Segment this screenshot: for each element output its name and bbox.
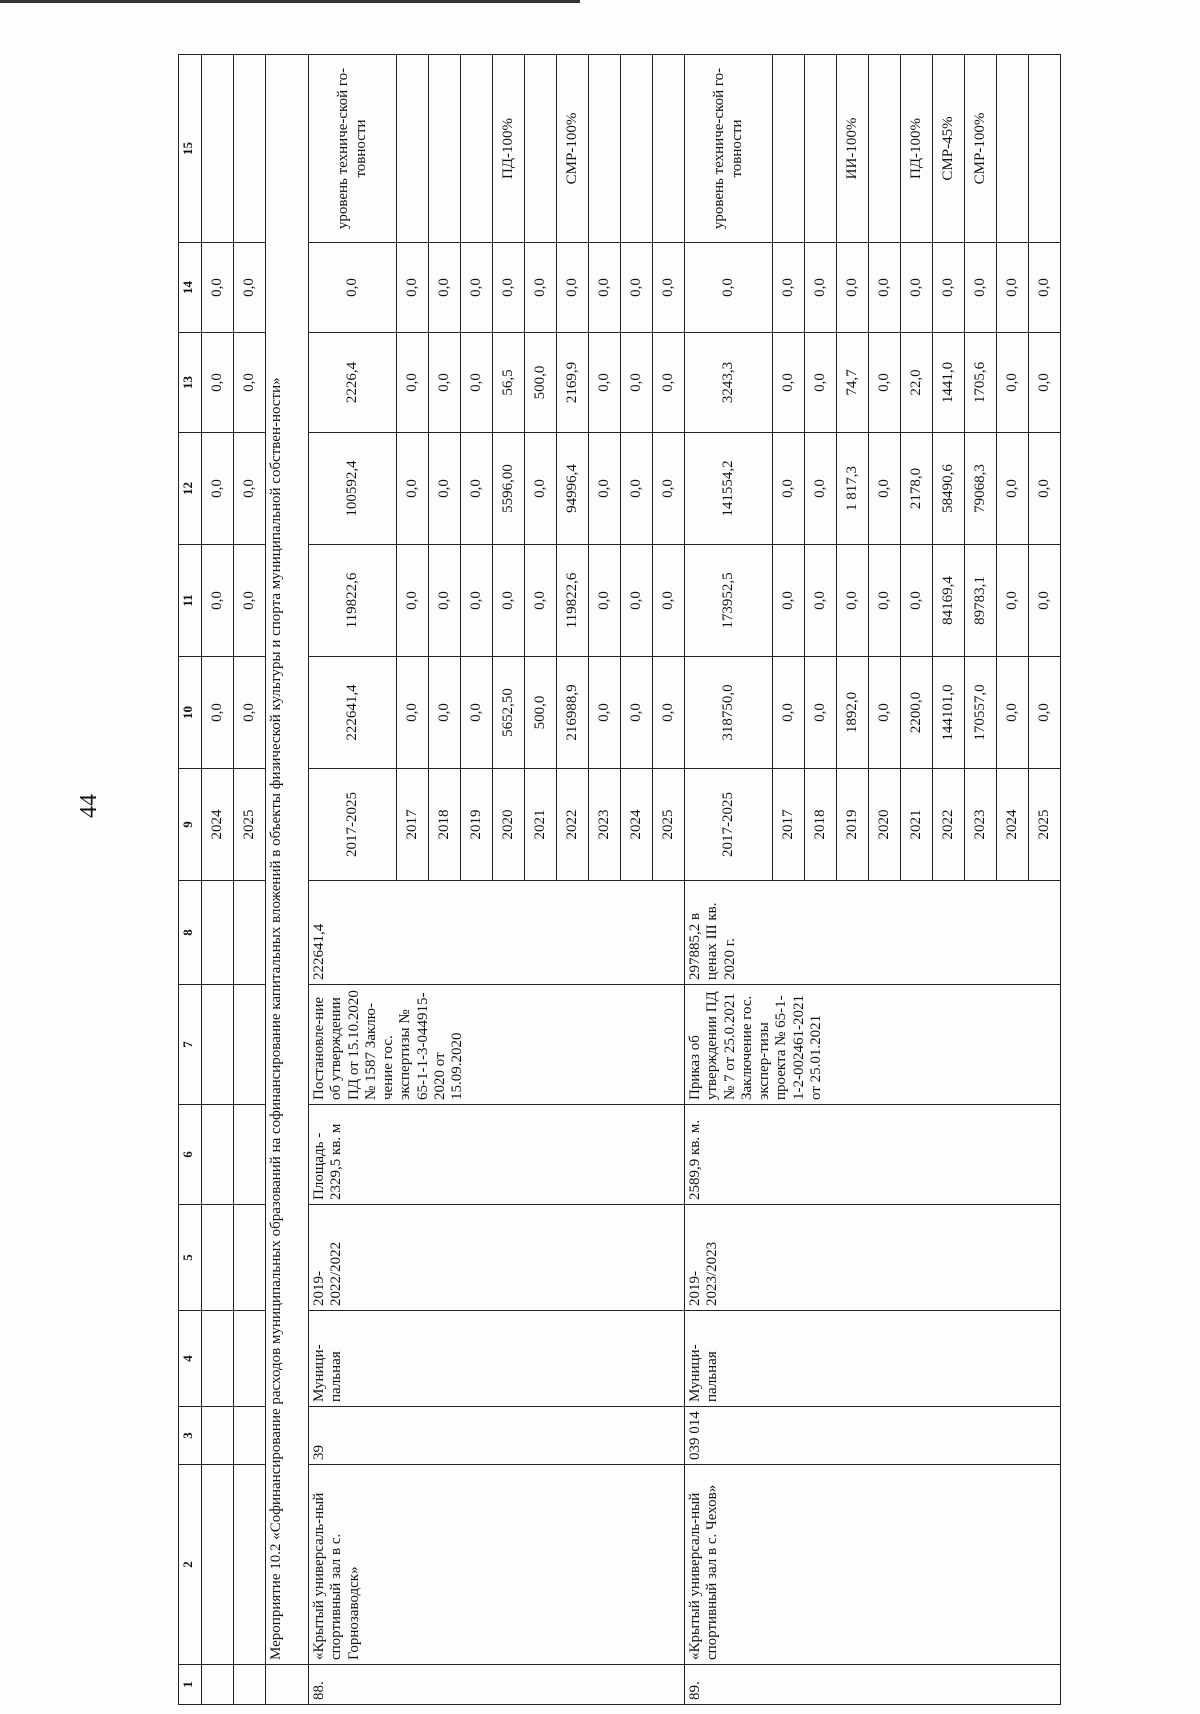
value-cell: 119822,6 (557, 545, 589, 657)
empty-cell (234, 1205, 266, 1311)
value-cell: 5596,00 (493, 433, 525, 545)
value-cell: 0,0 (309, 243, 397, 333)
value-cell: 0,0 (525, 545, 557, 657)
readiness-cell (805, 55, 837, 243)
empty-cell (234, 881, 266, 985)
value-cell: 56,5 (493, 333, 525, 433)
year-cell: 2024 (997, 769, 1029, 881)
readiness-cell (1029, 55, 1061, 243)
value-cell: 0,0 (653, 545, 685, 657)
readiness-cell (397, 55, 429, 243)
readiness-cell: СМР-100% (965, 55, 997, 243)
column-number-header: 6 (179, 1105, 202, 1205)
value-cell: 0,0 (397, 545, 429, 657)
value-cell: 0,0 (997, 243, 1029, 333)
year-cell: 2024 (621, 769, 653, 881)
table-row (309, 55, 397, 1705)
value-cell: 0,0 (997, 333, 1029, 433)
value-cell: 0,0 (869, 657, 901, 769)
value-cell: 94996,4 (557, 433, 589, 545)
capacity-cell: Площадь - 2329,5 кв. м (309, 1105, 685, 1205)
readiness-cell: ПД-100% (901, 55, 933, 243)
value-cell: 0,0 (933, 243, 965, 333)
value-cell: 0,0 (997, 545, 1029, 657)
value-cell: 216988,9 (557, 657, 589, 769)
value-cell: 0,0 (429, 545, 461, 657)
empty-cell (202, 1407, 234, 1465)
value-cell: 173952,5 (685, 545, 773, 657)
value-cell: 0,0 (461, 333, 493, 433)
capital-investment-table (178, 54, 1061, 1705)
value-cell: 0,0 (773, 657, 805, 769)
value-cell: 0,0 (621, 243, 653, 333)
table-row (685, 55, 773, 1705)
value-cell: 0,0 (1029, 433, 1061, 545)
period-cell: 2019-2022/2022 (309, 1205, 685, 1311)
value-cell: 141554,2 (685, 433, 773, 545)
year-cell: 2017 (397, 769, 429, 881)
value-cell: 0,0 (461, 657, 493, 769)
value-cell: 0,0 (869, 433, 901, 545)
readiness-cell (621, 55, 653, 243)
column-number-header: 10 (179, 657, 202, 769)
value-cell: 0,0 (589, 433, 621, 545)
value-cell: 144101,0 (933, 657, 965, 769)
column-number-header: 7 (179, 985, 202, 1105)
value-cell: 0,0 (397, 333, 429, 433)
documents-cell: Приказ об утверждении ПД № 7 от 25.0.2021 Заключение гос. экспер-тизы проекта № 65-1-1-2-002461-2021 от 25.01.2021 (685, 985, 1061, 1105)
value-cell: 170557,0 (965, 657, 997, 769)
value-cell: 0,0 (589, 657, 621, 769)
column-number-header: 5 (179, 1205, 202, 1311)
object-name: «Крытый универсаль-ный спортивный зал в с. Горнозаводск» (309, 1465, 685, 1665)
estimated-cost-cell: 297885,2 в ценах III кв. 2020 г. (685, 881, 1061, 985)
value-cell: 0,0 (869, 243, 901, 333)
value-cell: 0,0 (1029, 657, 1061, 769)
year-cell: 2017-2025 (309, 769, 397, 881)
value-cell: 74,7 (837, 333, 869, 433)
value-cell: 1705,6 (965, 333, 997, 433)
value-cell: 0,0 (461, 433, 493, 545)
year-cell: 2018 (429, 769, 461, 881)
estimated-cost-cell: 222641,4 (309, 881, 685, 985)
value-cell: 0,0 (429, 333, 461, 433)
column-number-header: 2 (179, 1465, 202, 1665)
value-cell: 0,0 (621, 333, 653, 433)
readiness-cell: ПД-100% (493, 55, 525, 243)
column-number-header: 12 (179, 433, 202, 545)
year-cell: 2024 (202, 769, 234, 881)
year-cell: 2023 (589, 769, 621, 881)
value-cell: 0,0 (234, 243, 266, 333)
empty-cell (202, 1311, 234, 1407)
value-cell: 0,0 (589, 243, 621, 333)
value-cell: 2178,0 (901, 433, 933, 545)
year-cell: 2018 (805, 769, 837, 881)
value-cell: 0,0 (1029, 545, 1061, 657)
ownership-cell: Муници-пальная (309, 1311, 685, 1407)
value-cell: 0,0 (805, 433, 837, 545)
value-cell: 89783,1 (965, 545, 997, 657)
header-row (179, 55, 202, 1705)
period-cell: 2019-2023/2023 (685, 1205, 1061, 1311)
year-cell: 2025 (653, 769, 685, 881)
year-cell: 2023 (965, 769, 997, 881)
value-cell: 0,0 (234, 657, 266, 769)
empty-cell (234, 1407, 266, 1465)
readiness-cell: уровень техниче-ской го-товности (309, 55, 397, 243)
section-row (266, 55, 309, 1705)
value-cell: 58490,6 (933, 433, 965, 545)
empty-cell (202, 1105, 234, 1205)
ownership-cell: Муници-пальная (685, 1311, 1061, 1407)
rotated-table-wrapper (178, 55, 1198, 1705)
column-number-header: 8 (179, 881, 202, 985)
value-cell: 0,0 (589, 545, 621, 657)
section-title: Мероприятие 10.2 «Софинансирование расходов муниципальных образований на софинансирование капитальных вложений в объекты физической культуры и спорта муниципальной собствен-ности» (266, 55, 309, 1665)
value-cell: 0,0 (493, 243, 525, 333)
value-cell: 0,0 (805, 243, 837, 333)
value-cell: 0,0 (653, 657, 685, 769)
value-cell: 0,0 (869, 545, 901, 657)
readiness-cell (773, 55, 805, 243)
value-cell: 5652,50 (493, 657, 525, 769)
value-cell: 0,0 (397, 433, 429, 545)
empty-cell (234, 1665, 266, 1705)
readiness-cell (589, 55, 621, 243)
value-cell: 0,0 (429, 243, 461, 333)
value-cell: 0,0 (621, 433, 653, 545)
value-cell: 0,0 (773, 333, 805, 433)
empty-cell (202, 881, 234, 985)
value-cell: 0,0 (621, 545, 653, 657)
readiness-cell: СМР-100% (557, 55, 589, 243)
year-cell: 2017-2025 (685, 769, 773, 881)
value-cell: 0,0 (773, 243, 805, 333)
column-number-header: 15 (179, 55, 202, 243)
readiness-cell: ИИ-100% (837, 55, 869, 243)
value-cell: 318750,0 (685, 657, 773, 769)
value-cell: 500,0 (525, 657, 557, 769)
value-cell: 0,0 (557, 243, 589, 333)
value-cell: 0,0 (202, 657, 234, 769)
value-cell: 0,0 (685, 243, 773, 333)
column-number-header: 3 (179, 1407, 202, 1465)
value-cell: 0,0 (837, 545, 869, 657)
value-cell: 0,0 (1029, 333, 1061, 433)
readiness-cell: СМР-45% (933, 55, 965, 243)
value-cell: 0,0 (397, 243, 429, 333)
value-cell: 0,0 (869, 333, 901, 433)
value-cell: 0,0 (901, 243, 933, 333)
value-cell: 1 817,3 (837, 433, 869, 545)
value-cell: 0,0 (202, 333, 234, 433)
value-cell: 3243,3 (685, 333, 773, 433)
year-cell: 2022 (933, 769, 965, 881)
empty-cell (266, 1665, 309, 1705)
value-cell: 1892,0 (837, 657, 869, 769)
value-cell: 0,0 (901, 545, 933, 657)
empty-cell (202, 1665, 234, 1705)
year-cell: 2022 (557, 769, 589, 881)
value-cell: 0,0 (202, 433, 234, 545)
capacity-cell: 2589,9 кв. м. (685, 1105, 1061, 1205)
value-cell: 500,0 (525, 333, 557, 433)
object-name: «Крытый универсаль-ный спортивный зал в с. Чехов» (685, 1465, 1061, 1665)
readiness-cell (202, 55, 234, 243)
value-cell: 0,0 (773, 545, 805, 657)
value-cell: 0,0 (234, 333, 266, 433)
table-row (202, 55, 234, 1705)
empty-cell (202, 1205, 234, 1311)
table-row (234, 55, 266, 1705)
year-cell: 2020 (493, 769, 525, 881)
readiness-cell (461, 55, 493, 243)
value-cell: 0,0 (234, 433, 266, 545)
value-cell: 0,0 (805, 333, 837, 433)
value-cell: 0,0 (397, 657, 429, 769)
value-cell: 0,0 (997, 657, 1029, 769)
value-cell: 0,0 (621, 657, 653, 769)
value-cell: 84169,4 (933, 545, 965, 657)
empty-cell (202, 1465, 234, 1665)
year-cell: 2019 (461, 769, 493, 881)
column-number-header: 13 (179, 333, 202, 433)
value-cell: 0,0 (461, 243, 493, 333)
value-cell: 0,0 (429, 657, 461, 769)
value-cell: 0,0 (965, 243, 997, 333)
value-cell: 0,0 (653, 433, 685, 545)
readiness-cell (234, 55, 266, 243)
value-cell: 0,0 (429, 433, 461, 545)
value-cell: 0,0 (589, 333, 621, 433)
object-code: 39 (309, 1407, 685, 1465)
value-cell: 0,0 (653, 333, 685, 433)
top-rule (0, 0, 580, 3)
empty-cell (234, 1311, 266, 1407)
year-cell: 2021 (525, 769, 557, 881)
value-cell: 2200,0 (901, 657, 933, 769)
value-cell: 0,0 (997, 433, 1029, 545)
empty-cell (234, 985, 266, 1105)
readiness-cell: уровень техниче-ской го-товности (685, 55, 773, 243)
year-cell: 2017 (773, 769, 805, 881)
value-cell: 0,0 (525, 433, 557, 545)
year-cell: 2025 (1029, 769, 1061, 881)
value-cell: 0,0 (493, 545, 525, 657)
readiness-cell (653, 55, 685, 243)
page-number: 44 (76, 794, 102, 818)
value-cell: 0,0 (1029, 243, 1061, 333)
empty-cell (234, 1105, 266, 1205)
value-cell: 100592,4 (309, 433, 397, 545)
object-code: 039 014 (685, 1407, 1061, 1465)
value-cell: 2226,4 (309, 333, 397, 433)
value-cell: 2169,9 (557, 333, 589, 433)
column-number-header: 9 (179, 769, 202, 881)
value-cell: 0,0 (805, 657, 837, 769)
object-number: 88. (309, 1665, 685, 1705)
value-cell: 0,0 (202, 243, 234, 333)
year-cell: 2020 (869, 769, 901, 881)
readiness-cell (869, 55, 901, 243)
value-cell: 0,0 (773, 433, 805, 545)
value-cell: 222641,4 (309, 657, 397, 769)
readiness-cell (429, 55, 461, 243)
column-number-header: 4 (179, 1311, 202, 1407)
column-number-header: 1 (179, 1665, 202, 1705)
year-cell: 2019 (837, 769, 869, 881)
year-cell: 2025 (234, 769, 266, 881)
column-number-header: 14 (179, 243, 202, 333)
value-cell: 0,0 (653, 243, 685, 333)
readiness-cell (525, 55, 557, 243)
readiness-cell (997, 55, 1029, 243)
empty-cell (234, 1465, 266, 1665)
value-cell: 0,0 (234, 545, 266, 657)
documents-cell: Постановле-ние об утверждении ПД от 15.10.2020 № 1587 Заклю-чение гос. экспертизы № 65-1-1-3-044915-2020 от 15.09.2020 (309, 985, 685, 1105)
empty-cell (202, 985, 234, 1105)
value-cell: 0,0 (525, 243, 557, 333)
value-cell: 1441,0 (933, 333, 965, 433)
value-cell: 0,0 (805, 545, 837, 657)
year-cell: 2021 (901, 769, 933, 881)
value-cell: 22,0 (901, 333, 933, 433)
value-cell: 0,0 (837, 243, 869, 333)
column-number-header: 11 (179, 545, 202, 657)
value-cell: 0,0 (461, 545, 493, 657)
value-cell: 79068,3 (965, 433, 997, 545)
value-cell: 0,0 (202, 545, 234, 657)
value-cell: 119822,6 (309, 545, 397, 657)
object-number: 89. (685, 1665, 1061, 1705)
